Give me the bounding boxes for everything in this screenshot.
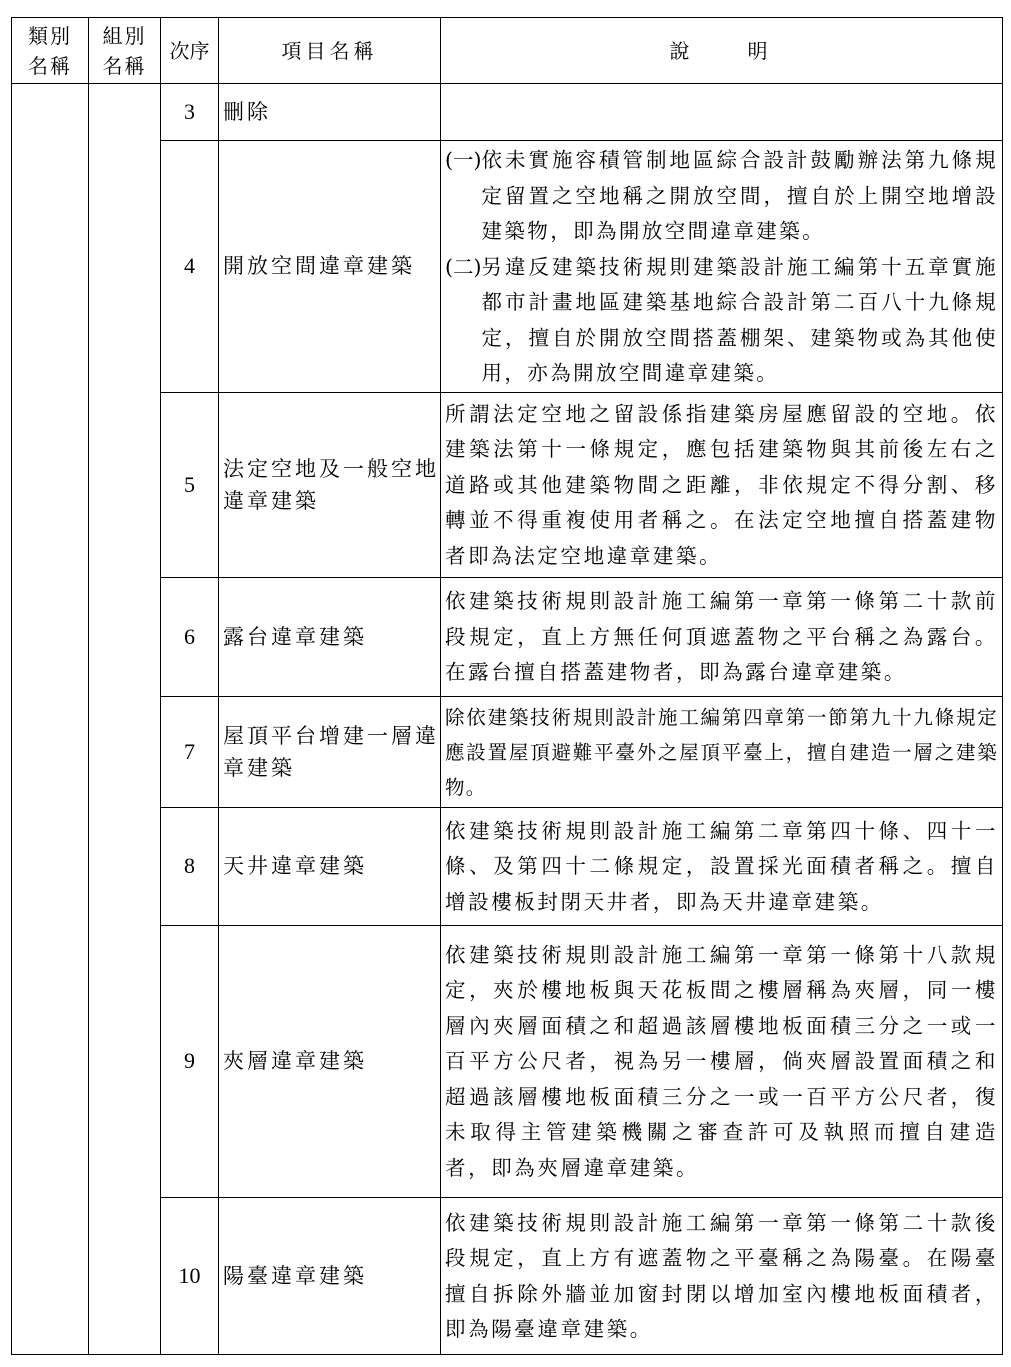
row-description: 除依建築技術規則設計施工編第四章第一節第九十九條規定應設置屋頂避難平臺外之屋頂平臺上，擅自建造一層之建築物。 [441,696,1003,807]
header-category [12,18,89,84]
row-number: 7 [161,696,219,807]
row-description: 依建築技術規則設計施工編第一章第一條第二十款前段規定，直上方無任何頂遮蓋物之平台稱之為露台。在露台擅自搭蓋建物者，即為露台違章建築。 [441,577,1003,696]
item-text: 另違反建築技術規則建築設計施工編第十五章實施都市計畫地區建築基地綜合設計第二百八十九條規定，擅自於開放空間搭蓋棚架、建築物或為其他使用，亦為開放空間違章建築。 [481,254,998,385]
row-number: 5 [161,392,219,577]
row-item-name: 開放空間違章建築 [219,141,441,393]
row-item-name: 刪除 [219,84,441,141]
row-number: 4 [161,141,219,393]
row-number: 10 [161,1197,219,1354]
description-item [445,250,998,392]
header-description: 說 明 [441,18,1003,84]
header-group-line2: 名稱 [102,53,147,78]
table-row [12,84,1003,141]
header-group-line1: 組別 [102,23,147,48]
header-category-line1: 類別 [28,23,72,48]
header-order: 次序 [161,18,219,84]
row-item-name: 露台違章建築 [219,577,441,696]
row-item-name: 夾層違章建築 [219,925,441,1197]
row-number: 6 [161,577,219,696]
row-description: 所謂法定空地之留設係指建築房屋應留設的空地。依建築法第十一條規定，應包括建築物與其前後左右之道路或其他建築物間之距離，非依規定不得分割、移轉並不得重複使用者稱之。在法定空地擅自搭蓋建物者即為法定空地違章建築。 [441,392,1003,577]
row-item-name: 陽臺違章建築 [219,1197,441,1354]
table-row [12,1197,1003,1354]
table-row [12,577,1003,696]
regulation-table [11,17,1003,1355]
header-category-line2: 名稱 [28,53,72,78]
item-text: 依未實施容積管制地區綜合設計鼓勵辦法第九條規定留置之空地稱之開放空間，擅自於上開空地增設建築物，即為開放空間違章建築。 [481,148,998,243]
row-item-name: 法定空地及一般空地違章建築 [219,392,441,577]
table-row [12,925,1003,1197]
row-description [441,141,1003,393]
table-row [12,392,1003,577]
header-item-name: 項目名稱 [219,18,441,84]
description-item [445,143,998,250]
row-number: 8 [161,807,219,925]
table-row [12,807,1003,925]
row-number: 3 [161,84,219,141]
row-description: 依建築技術規則設計施工編第一章第一條第二十款後段規定，直上方有遮蓋物之平臺稱之為陽臺。在陽臺擅自拆除外牆並加窗封閉以增加室內樓地板面積者，即為陽臺違章建築。 [441,1197,1003,1354]
row-item-name: 屋頂平台增建一層違章建築 [219,696,441,807]
item-marker: (一) [445,148,482,172]
row-number: 9 [161,925,219,1197]
header-group [89,18,161,84]
group-cell [89,84,161,1355]
header-row [12,18,1003,84]
table-row [12,141,1003,393]
item-marker: (二) [445,254,482,279]
row-description [441,84,1003,141]
row-description: 依建築技術規則設計施工編第一章第一條第十八款規定，夾於樓地板與天花板間之樓層稱為夾層，同一樓層內夾層面積之和超過該層樓地板面積三分之一或一百平方公尺者，視為另一樓層，倘夾層設置面積之和超過該層樓地板面積三分之一或一百平方公尺者，復未取得主管建築機關之審查許可及執照而擅自建造者，即為夾層違章建築。 [441,925,1003,1197]
category-cell [12,84,89,1355]
table-row [12,696,1003,807]
row-description: 依建築技術規則設計施工編第二章第四十條、四十一條、及第四十二條規定，設置採光面積者稱之。擅自增設樓板封閉天井者，即為天井違章建築。 [441,807,1003,925]
row-item-name: 天井違章建築 [219,807,441,925]
